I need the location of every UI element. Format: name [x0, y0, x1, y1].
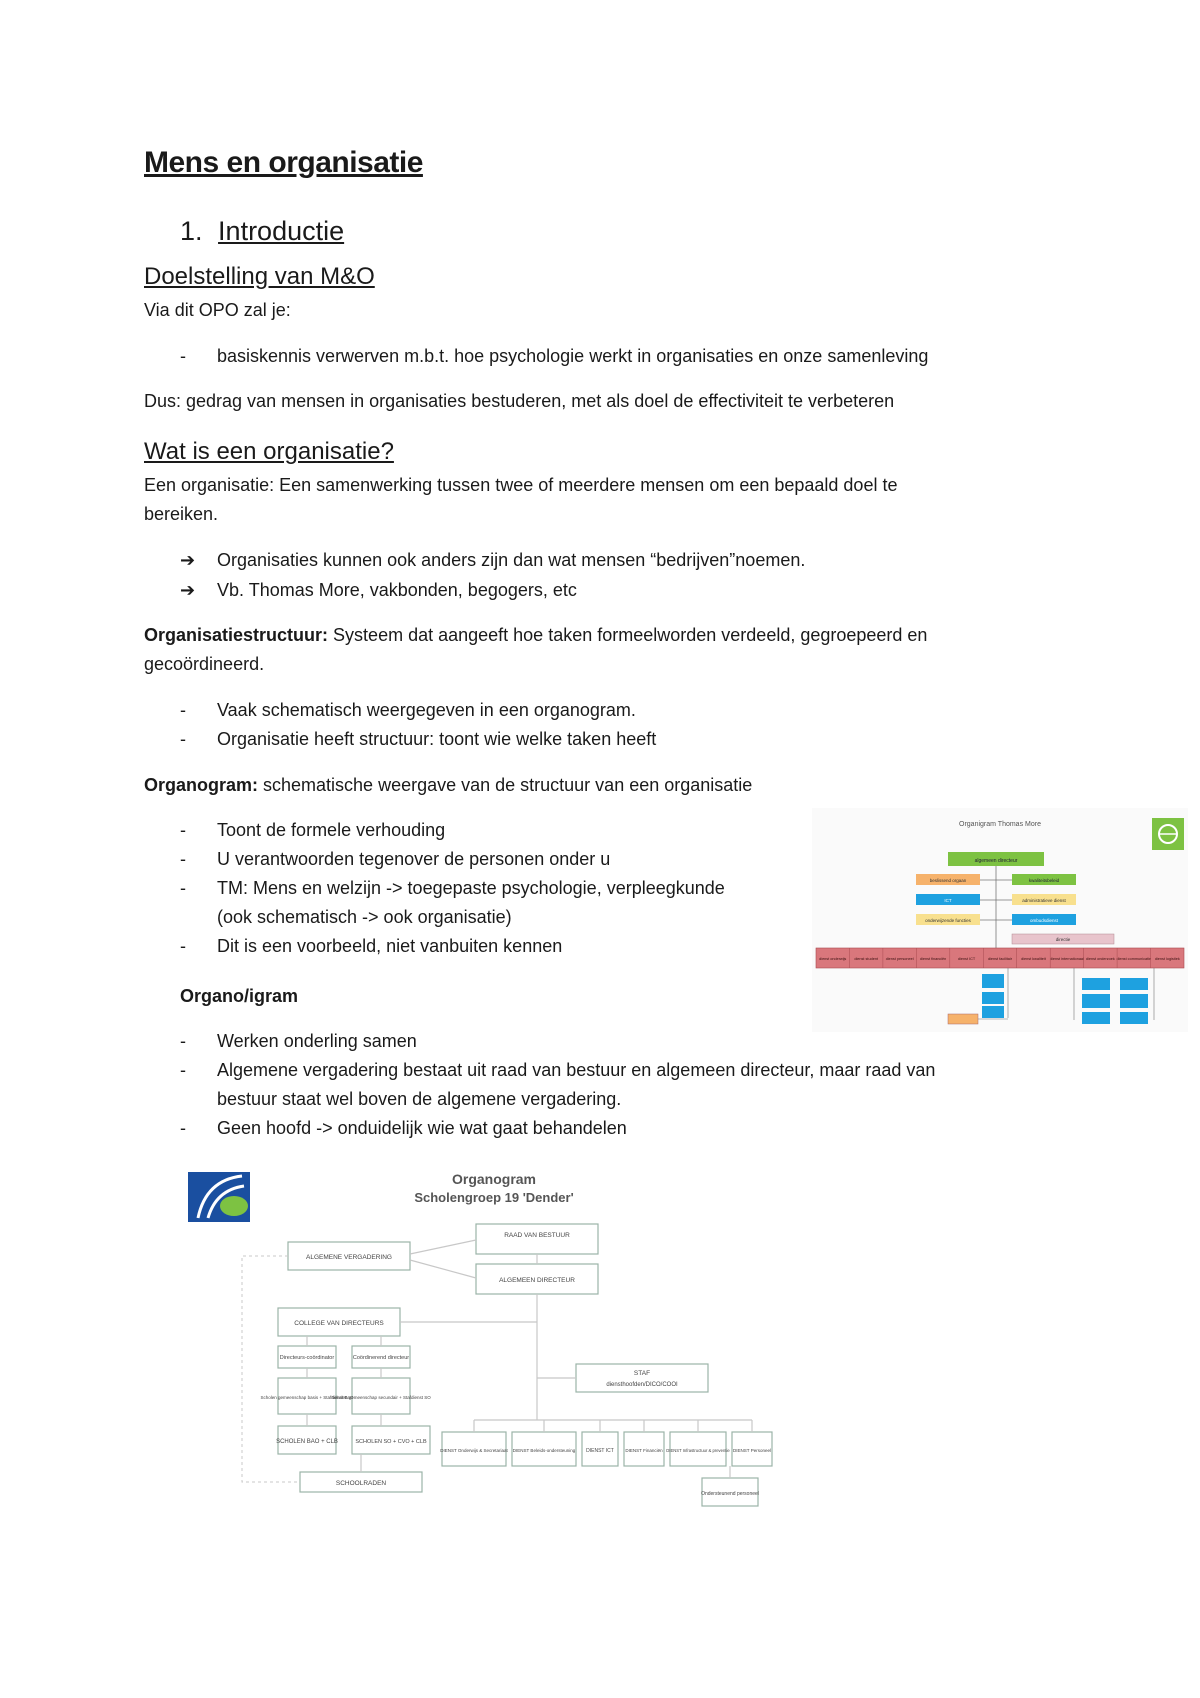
- label-schoolraden: SCHOOLRADEN: [335, 1480, 387, 1487]
- figure2-title-line1: Organogram: [451, 1171, 537, 1187]
- heading-organisatie: Wat is een organisatie?: [144, 438, 394, 465]
- label-dir-clb: Directeurs-coördinator: [279, 1355, 335, 1361]
- box-sub-6: [1082, 994, 1110, 1008]
- svg-text:onderwijzende functies: onderwijzende functies: [925, 918, 971, 923]
- section-heading-introductie: [180, 216, 344, 247]
- svg-text:kwaliteitsbeleid: kwaliteitsbeleid: [1028, 878, 1060, 883]
- label-college: COLLEGE VAN DIRECTEURS: [294, 1320, 384, 1327]
- label-scholen-basis: Scholen gemeenschap basis + Stafdienst BaO: [260, 1395, 354, 1400]
- service-label: dienst communicatie: [1116, 957, 1152, 961]
- heading-doelstelling: Doelstelling van M&O: [144, 263, 375, 290]
- arrow-icon: ➔: [180, 580, 196, 600]
- service-label: dienst financiën: [919, 957, 947, 961]
- label-staf: STAF: [633, 1370, 651, 1377]
- label-d1: DIENST Onderwijs & Secretariaat: [440, 1448, 508, 1453]
- svg-text:directie: directie: [1055, 937, 1071, 942]
- doelstelling-conclusion: Dus: gedrag van mensen in organisaties bestuderen, met als doel de effectiviteit te verbeteren: [144, 391, 895, 411]
- svg-text:beslissend orgaan: beslissend orgaan: [929, 878, 967, 883]
- service-label: dienst logistiek: [1154, 957, 1180, 961]
- label-d4: DIENST Financiën: [625, 1448, 663, 1453]
- label-sch-bao: SCHOLEN BAO + CLB: [276, 1439, 338, 1445]
- figure2-title-line2: Scholengroep 19 'Dender': [414, 1190, 574, 1205]
- svg-text:algemeen directeur: algemeen directeur: [974, 858, 1018, 864]
- label-d5: DIENST Infrastructuur & preventie: [666, 1448, 730, 1453]
- svg-text:ICT: ICT: [944, 898, 952, 903]
- box-sub-8: [1120, 978, 1148, 990]
- label-scholen-sec: Scholen gemeenschap secundair + Stafdienst SO: [331, 1395, 431, 1400]
- label-alg-verg: ALGEMENE VERGADERING: [306, 1254, 392, 1261]
- service-label: dienst student: [854, 957, 879, 961]
- service-label: dienst onderwijs: [819, 957, 847, 961]
- box-sub-3: [982, 1006, 1004, 1018]
- box-sub-10: [1120, 1012, 1148, 1024]
- label-coord: Coördinerend directeur: [352, 1355, 410, 1361]
- organigram-thomas-more-image: [812, 808, 1188, 1032]
- structuur-definition-cont: gecoördineerd.: [144, 654, 265, 674]
- service-label: dienst personeel: [885, 957, 914, 961]
- svg-text:ombudsdienst: ombudsdienst: [1029, 918, 1059, 923]
- doelstelling-intro: Via dit OPO zal je:: [144, 300, 291, 320]
- box-sub-7: [1082, 1012, 1110, 1024]
- label-d6: DIENST Personeel: [733, 1448, 771, 1453]
- service-label: dienst facilitair: [987, 957, 1013, 961]
- service-label: dienst onderzoek: [1085, 957, 1115, 961]
- box-sub-9: [1120, 994, 1148, 1008]
- box-sub-1: [982, 974, 1004, 988]
- organogram-scholengroep-svg: [186, 1160, 786, 1520]
- organisatie-definition-line2: bereiken.: [144, 504, 219, 524]
- section-title: Introductie: [218, 216, 345, 246]
- organigram-thomas-more-svg: [812, 808, 1188, 1032]
- label-sch-so: SCHOLEN SO + CVO + CLB: [355, 1439, 427, 1445]
- box-sub-4: [948, 1014, 978, 1024]
- organoligram-heading: Organo/igram: [180, 986, 299, 1006]
- service-label: dienst ICT: [957, 957, 976, 961]
- label-d3: DIENST ICT: [586, 1448, 614, 1454]
- organisatie-definition-line1: Een organisatie: Een samenwerking tussen twee of meerdere mensen om een bepaald doel te: [144, 475, 898, 495]
- section-number: 1.: [180, 216, 203, 246]
- svg-text:administratieve dienst: administratieve dienst: [1022, 898, 1066, 903]
- box-sub-2: [982, 992, 1004, 1004]
- label-raad: RAAD VAN BESTUUR: [504, 1232, 570, 1239]
- organogram-scholengroep-image: [186, 1160, 786, 1520]
- organogram-definition: Organogram: schematische weergave van de structuur van een organisatie: [144, 775, 753, 795]
- label-ondersteunend: Ondersteunend personeel: [701, 1491, 759, 1497]
- node-raad-van-bestuur: [476, 1224, 598, 1254]
- box-sub-5: [1082, 978, 1110, 990]
- logo-leaf: [220, 1196, 248, 1216]
- document-title: Mens en organisatie: [144, 146, 423, 179]
- label-ag-dir: ALGEMEEN DIRECTEUR: [499, 1277, 575, 1284]
- label-d2: DIENST Beleids-ondersteuning: [512, 1448, 576, 1453]
- service-label: dienst internationaal: [1049, 957, 1084, 961]
- label-staf-sub: diensthoofden/DICO/COOI: [606, 1382, 678, 1388]
- arrow-icon: ➔: [180, 550, 196, 570]
- figure1-title: Organigram Thomas More: [959, 821, 1041, 828]
- structuur-definition: Organisatiestructuur: Systeem dat aangeeft hoe taken formeelworden verdeeld, gegroepeerd en: [144, 625, 928, 645]
- service-label: dienst kwaliteit: [1021, 957, 1046, 961]
